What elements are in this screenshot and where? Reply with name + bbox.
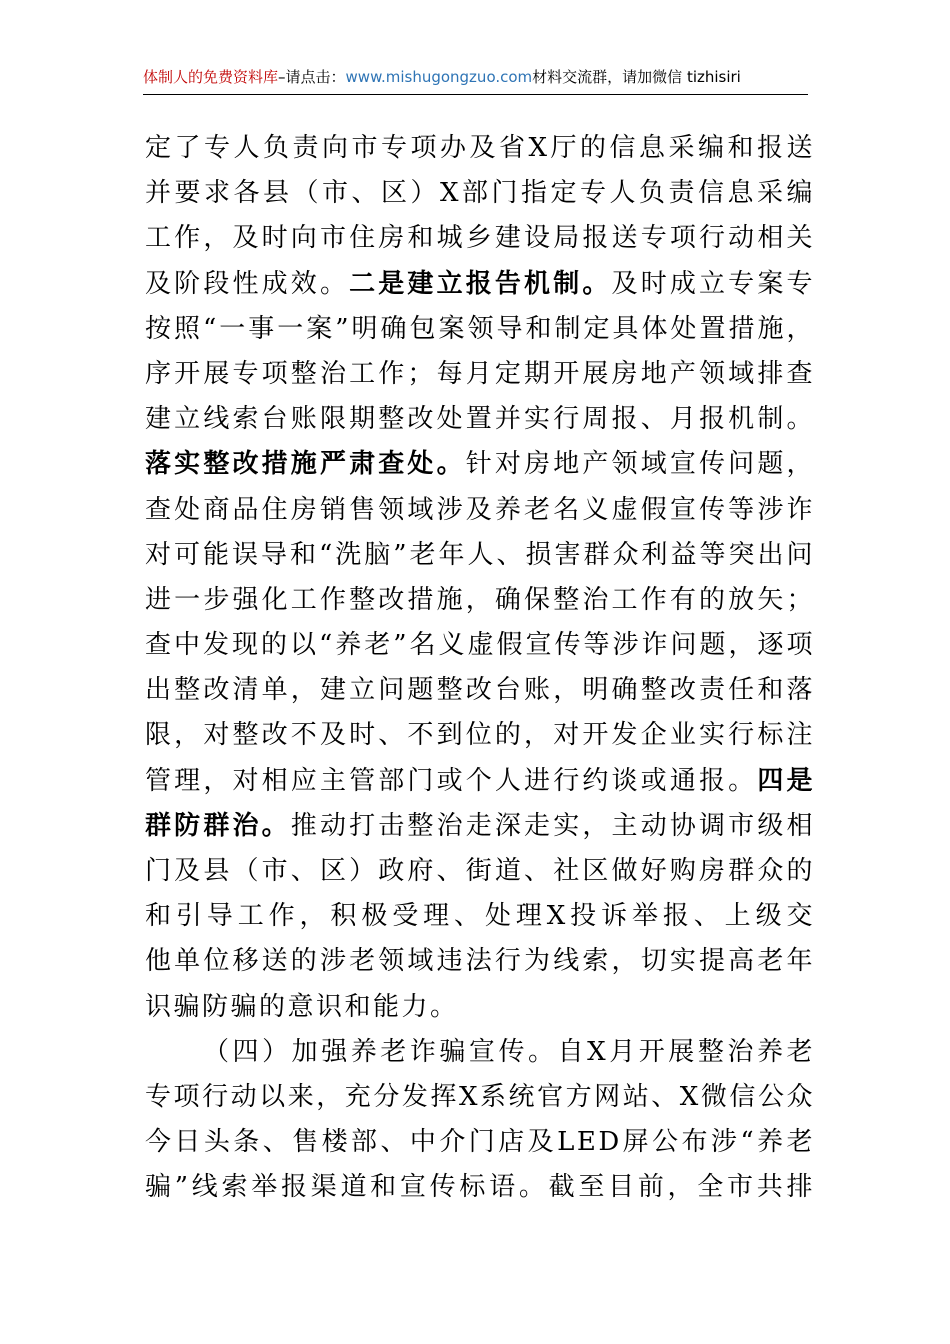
text-line: [145, 126, 815, 171]
text-line: [145, 262, 815, 307]
text-run: 针对房地产领域宣传问题，: [465, 449, 815, 480]
header-prompt: –请点击：: [278, 68, 346, 86]
text-run: 他单位移送的涉老领域违法行为线索，切实提高老年: [145, 946, 815, 977]
text-line: [145, 307, 815, 352]
text-line: [145, 1120, 815, 1165]
heading-run: 二是建立报告机制。: [349, 268, 612, 299]
text-run: 出整改清单，建立问题整改台账，明确整改责任和落: [145, 675, 815, 706]
text-run: 进一步强化工作整改措施，确保整治工作有的放矢；: [145, 584, 815, 615]
text-line: [145, 894, 815, 939]
document-body: [145, 126, 815, 1211]
text-line: [145, 397, 815, 442]
text-run: 骗”线索举报渠道和宣传标语。截至目前，全市共排: [145, 1172, 815, 1203]
text-line: [145, 759, 815, 804]
heading-run: 落实整改措施严肃查处。: [145, 449, 466, 480]
text-run: 限，对整改不及时、不到位的，对开发企业实行标注: [145, 720, 815, 751]
text-line: [145, 623, 815, 668]
text-line: [145, 578, 815, 623]
text-line: [145, 713, 815, 758]
text-line: [145, 1075, 815, 1120]
text-line: [145, 533, 815, 578]
text-run: 自X月开展整治养老: [557, 1036, 815, 1067]
text-run: 管理，对相应主管部门或个人进行约谈或通报。: [145, 765, 758, 796]
heading-run: 四是: [757, 765, 815, 796]
text-line: [145, 488, 815, 533]
text-line: [145, 1165, 815, 1210]
text-run: 对可能误导和“洗脑”老年人、损害群众利益等突出问: [145, 539, 815, 570]
text-run: 序开展专项整治工作；每月定期开展房地产领域排查: [145, 358, 815, 389]
text-run: 及时成立专案专: [611, 268, 815, 299]
text-run: 定了专人负责向市专项办及省X厅的信息采编和报送: [145, 133, 815, 163]
header-site-link[interactable]: www.mishugongzuo.com: [345, 68, 533, 86]
text-run: 查处商品住房销售领域涉及养老名义虚假宣传等涉诈: [145, 494, 815, 525]
text-run: 并要求各县（市、区）X部门指定专人负责信息采编: [145, 178, 815, 209]
page-header: [143, 60, 808, 95]
header-brand: 体制人的免费资料库: [143, 68, 279, 86]
text-line: [145, 216, 815, 261]
text-run: 推动打击整治走深走实，主动协调市级相: [290, 810, 815, 841]
text-line: [145, 352, 815, 397]
section-heading-run: （四）加强养老诈骗宣传。: [203, 1036, 558, 1067]
text-run: 工作，及时向市住房和城乡建设局报送专项行动相关: [145, 223, 815, 254]
text-run: 建立线索台账限期整改处置并实行周报、月报机制。: [145, 404, 815, 435]
text-run: 和引导工作，积极受理、处理X投诉举报、上级交: [145, 901, 815, 932]
text-run: 按照“一事一案”明确包案领导和制定具体处置措施，: [145, 313, 815, 344]
header-group-note: 材料交流群，请加微信 tizhisiri: [532, 68, 741, 86]
section-line: [145, 1030, 815, 1075]
text-run: 及阶段性成效。: [145, 268, 350, 299]
text-run: 查中发现的以“养老”名义虚假宣传等涉诈问题，逐项: [145, 630, 815, 661]
text-line: [145, 668, 815, 713]
text-run: 今日头条、售楼部、中介门店及LED屏公布涉“养老: [145, 1127, 815, 1158]
text-line: [145, 939, 815, 984]
text-run: 识骗防骗的意识和能力。: [145, 991, 459, 1022]
text-line: [145, 442, 815, 487]
text-run: 门及县（市、区）政府、街道、社区做好购房群众的: [145, 856, 815, 886]
heading-run: 群防群治。: [145, 810, 291, 841]
text-line: [145, 985, 815, 1030]
text-line: [145, 804, 815, 849]
text-line: [145, 849, 815, 894]
text-run: 专项行动以来，充分发挥X系统官方网站、X微信公众: [145, 1081, 815, 1112]
text-line: [145, 171, 815, 216]
